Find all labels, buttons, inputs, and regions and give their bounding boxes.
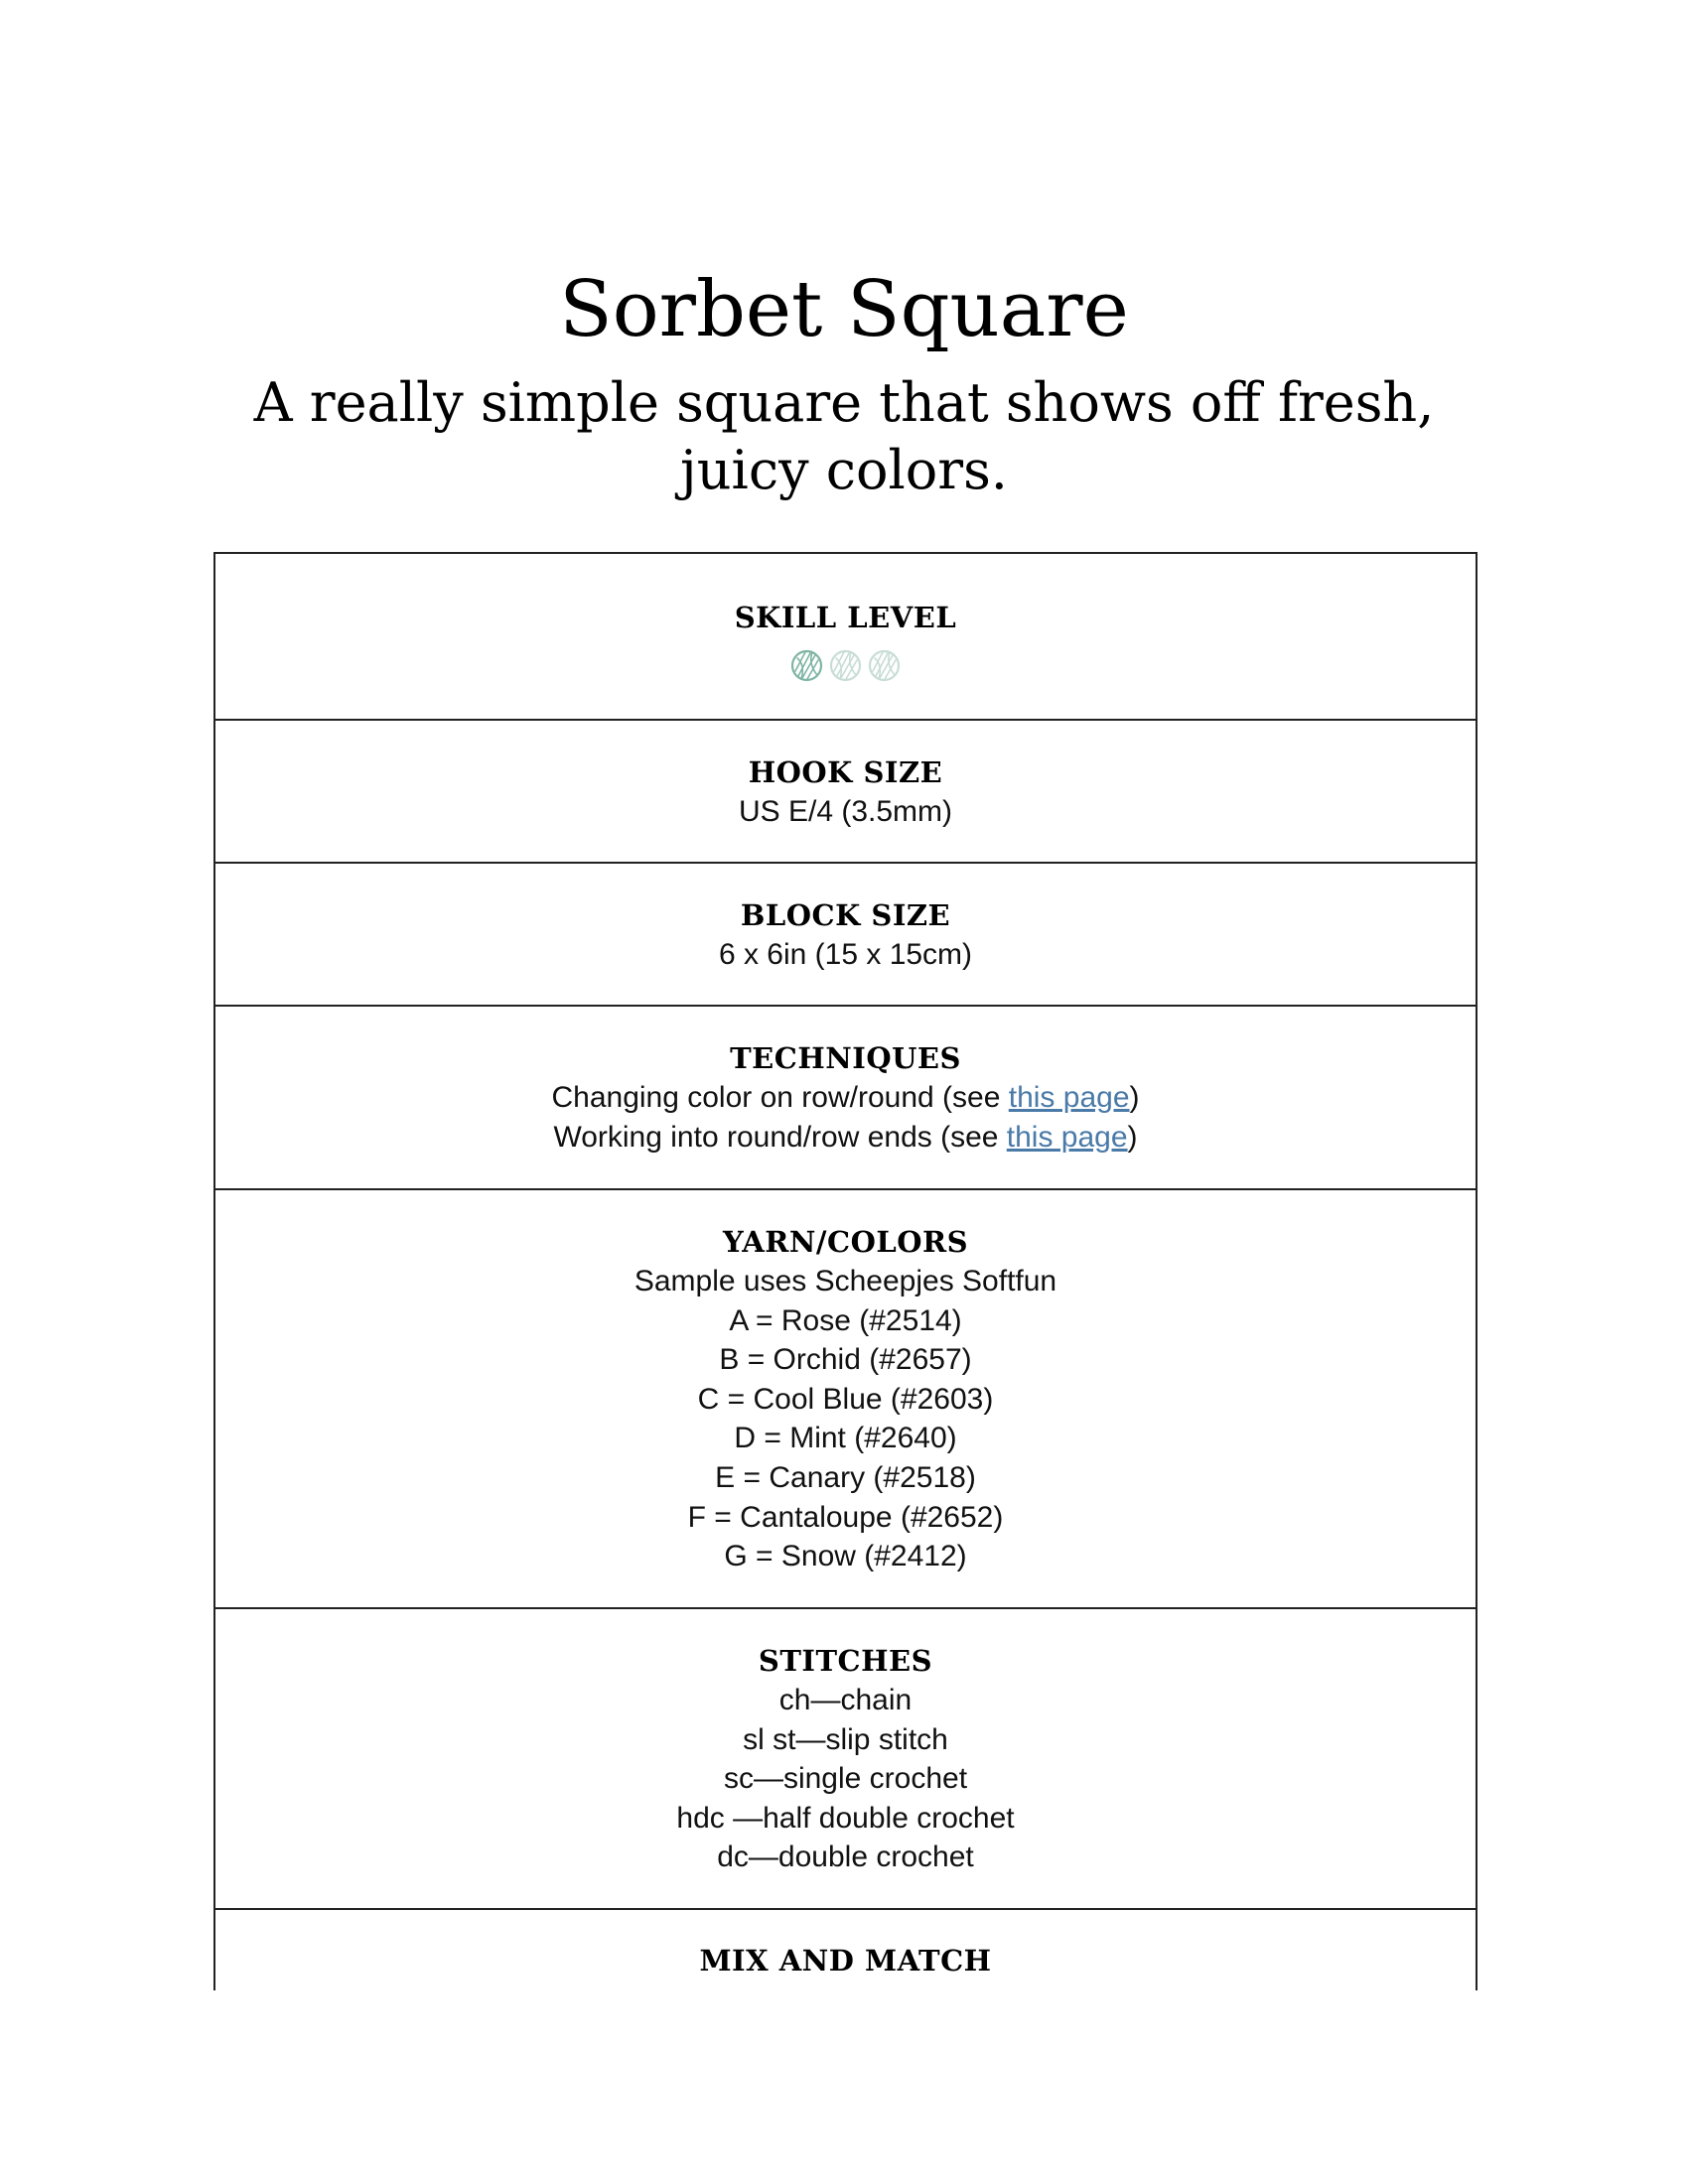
skill-level-section: [215, 554, 1476, 721]
page-title: Sorbet Square: [559, 265, 1129, 354]
yarn-ball-filled-icon: [790, 649, 823, 682]
page-subtitle: A really simple square that shows off fresh, juicy colors.: [253, 371, 1435, 501]
block-size-section: [215, 864, 1476, 1007]
yarn-color-item: D = Mint (#2640): [734, 1422, 957, 1455]
technique-item: [215, 1078, 1476, 1118]
skill-level-heading: SKILL LEVEL: [734, 601, 957, 634]
yarn-color-item: E = Canary (#2518): [715, 1460, 976, 1494]
technique-text: Working into round/row ends (see: [553, 1120, 1007, 1154]
technique-item: [215, 1118, 1476, 1158]
techniques-section: [215, 1007, 1476, 1190]
stitch-item: ch—chain: [778, 1684, 913, 1716]
technique-text: Changing color on row/round (see: [551, 1081, 1009, 1114]
stitches-section: [215, 1609, 1476, 1910]
yarn-color-item: F = Cantaloupe (#2652): [687, 1500, 1004, 1534]
yarn-ball-empty-icon: [829, 649, 862, 682]
block-size-value: 6 x 6in (15 x 15cm): [718, 938, 973, 971]
yarn-color-item: G = Snow (#2412): [724, 1540, 967, 1573]
stitches-heading: STITCHES: [758, 1644, 933, 1678]
yarn-intro: Sample uses Scheepjes Softfun: [633, 1265, 1057, 1297]
technique-text-suffix: ): [1127, 1120, 1138, 1154]
hook-size-heading: HOOK SIZE: [748, 755, 943, 789]
yarn-color-item: C = Cool Blue (#2603): [697, 1382, 994, 1416]
stitch-item: sl st—slip stitch: [743, 1722, 948, 1756]
skill-level-rating: [215, 649, 1476, 682]
pattern-info-table: [213, 552, 1477, 1990]
yarn-ball-empty-icon: [868, 649, 901, 682]
yarn-color-item: B = Orchid (#2657): [719, 1343, 972, 1377]
yarn-color-item: A = Rose (#2514): [729, 1303, 962, 1337]
hook-size-value: US E/4 (3.5mm): [738, 795, 953, 828]
block-size-heading: BLOCK SIZE: [740, 898, 951, 932]
yarn-colors-heading: YARN/COLORS: [722, 1225, 969, 1259]
stitch-item: hdc —half double crochet: [676, 1801, 1015, 1835]
stitch-item: sc—single crochet: [723, 1762, 968, 1796]
techniques-heading: TECHNIQUES: [730, 1041, 961, 1075]
stitch-item: dc—double crochet: [717, 1841, 974, 1874]
hook-size-section: [215, 721, 1476, 864]
this-page-link[interactable]: this page: [1006, 1120, 1128, 1154]
technique-text-suffix: ): [1129, 1081, 1140, 1114]
this-page-link[interactable]: this page: [1008, 1081, 1130, 1114]
mix-and-match-section: [215, 1910, 1476, 1992]
mix-and-match-heading: MIX AND MATCH: [699, 1944, 992, 1978]
yarn-colors-section: [215, 1190, 1476, 1609]
